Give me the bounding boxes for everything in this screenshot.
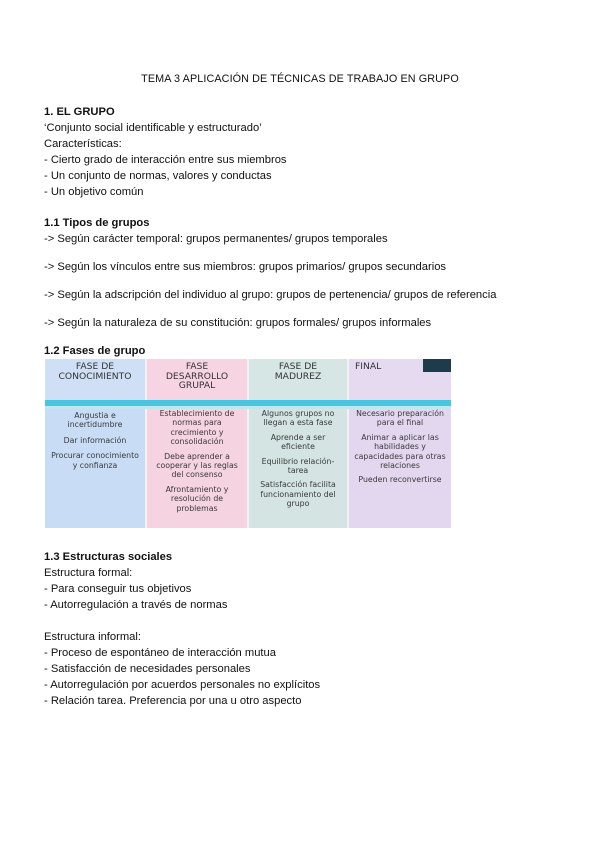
phase-column-conocimiento — [45, 409, 145, 528]
phase-item: Afrontamiento y resolución de problemas — [165, 484, 229, 513]
section-heading-estructuras: 1.3 Estructuras sociales — [44, 551, 173, 563]
phase-item: Equilibrio relación-tarea — [261, 456, 335, 476]
list-item: -> Según la adscripción del individuo al grupo: grupos de pertenencia/ grupos de referencia — [44, 289, 497, 301]
phase-item: Establecimiento de normas para crecimiento y consolidación — [159, 409, 235, 447]
phase-column-final — [349, 409, 451, 528]
phase-header-line: GRUPAL — [178, 380, 216, 392]
list-item: - Un objetivo común — [44, 186, 144, 198]
list-item: - Proceso de espontáneo de interacción mutua — [44, 647, 276, 659]
list-item: -> Según la naturaleza de su constitución: grupos formales/ grupos informales — [44, 317, 432, 329]
corner-badge — [423, 359, 451, 372]
phase-item: Animar a aplicar las habilidades y capacidades para otras relaciones — [354, 432, 446, 471]
informal-structure-label: Estructura informal: — [44, 631, 141, 643]
list-item: -> Según carácter temporal: grupos permanentes/ grupos temporales — [44, 233, 388, 245]
phase-header-line: FINAL — [355, 361, 382, 372]
formal-structure-label: Estructura formal: — [44, 567, 133, 579]
phase-item: Aprende a ser eficiente — [270, 432, 326, 452]
list-item: - Autorregulación a través de normas — [44, 599, 228, 611]
list-item: - Satisfacción de necesidades personales — [44, 663, 251, 675]
section-heading-tipos: 1.1 Tipos de grupos — [44, 217, 150, 229]
document-title: TEMA 3 APLICACIÓN DE TÉCNICAS DE TRABAJO EN GRUPO — [141, 73, 459, 85]
group-phases-table — [45, 359, 451, 528]
phase-header-conocimiento — [45, 359, 145, 400]
phase-item: Dar información — [63, 435, 127, 445]
group-definition: ‘Conjunto social identificable y estructurado’ — [44, 122, 262, 134]
phase-item: Necesario preparación para el final — [356, 409, 444, 428]
phase-header-line: FASE DE — [278, 361, 318, 372]
section-heading-fases: 1.2 Fases de grupo — [44, 345, 146, 357]
phase-header-line: FASE — [185, 361, 209, 372]
phase-item: Procurar conocimiento y confianza — [51, 451, 139, 470]
section-heading-el-grupo: 1. EL GRUPO — [44, 106, 115, 118]
phase-item: Debe aprender a cooperar y las reglas del consenso — [156, 451, 238, 480]
list-item: - Autorregulación por acuerdos personales no explícitos — [44, 679, 321, 691]
phase-item: Satisfacción facilita funcionamiento del grupo — [260, 480, 336, 509]
list-item: - Relación tarea. Preferencia por una u otro aspecto — [44, 695, 302, 707]
phase-item: Pueden reconvertirse — [358, 475, 442, 485]
phase-header-line: DESARROLLO — [165, 370, 229, 382]
phase-item: Angustia e incertidumbre — [67, 411, 123, 430]
list-item: - Para conseguir tus objetivos — [44, 583, 192, 595]
list-item: - Un conjunto de normas, valores y conductas — [44, 170, 272, 182]
phase-header-line: CONOCIMIENTO — [58, 370, 132, 382]
characteristics-label: Características: — [44, 138, 122, 150]
phase-header-final — [349, 359, 451, 400]
phase-header-desarrollo — [147, 359, 247, 400]
phase-header-line: FASE DE — [75, 361, 115, 372]
phase-item: Algunos grupos no llegan a esta fase — [261, 409, 335, 428]
phase-header-line: MADUREZ — [274, 370, 322, 382]
phase-header-madurez — [249, 359, 347, 400]
list-item: -> Según los vínculos entre sus miembros: grupos primarios/ grupos secundarios — [44, 261, 447, 273]
phase-column-desarrollo — [147, 409, 247, 528]
phase-column-madurez — [249, 409, 347, 528]
list-item: - Cierto grado de interacción entre sus miembros — [44, 154, 287, 166]
